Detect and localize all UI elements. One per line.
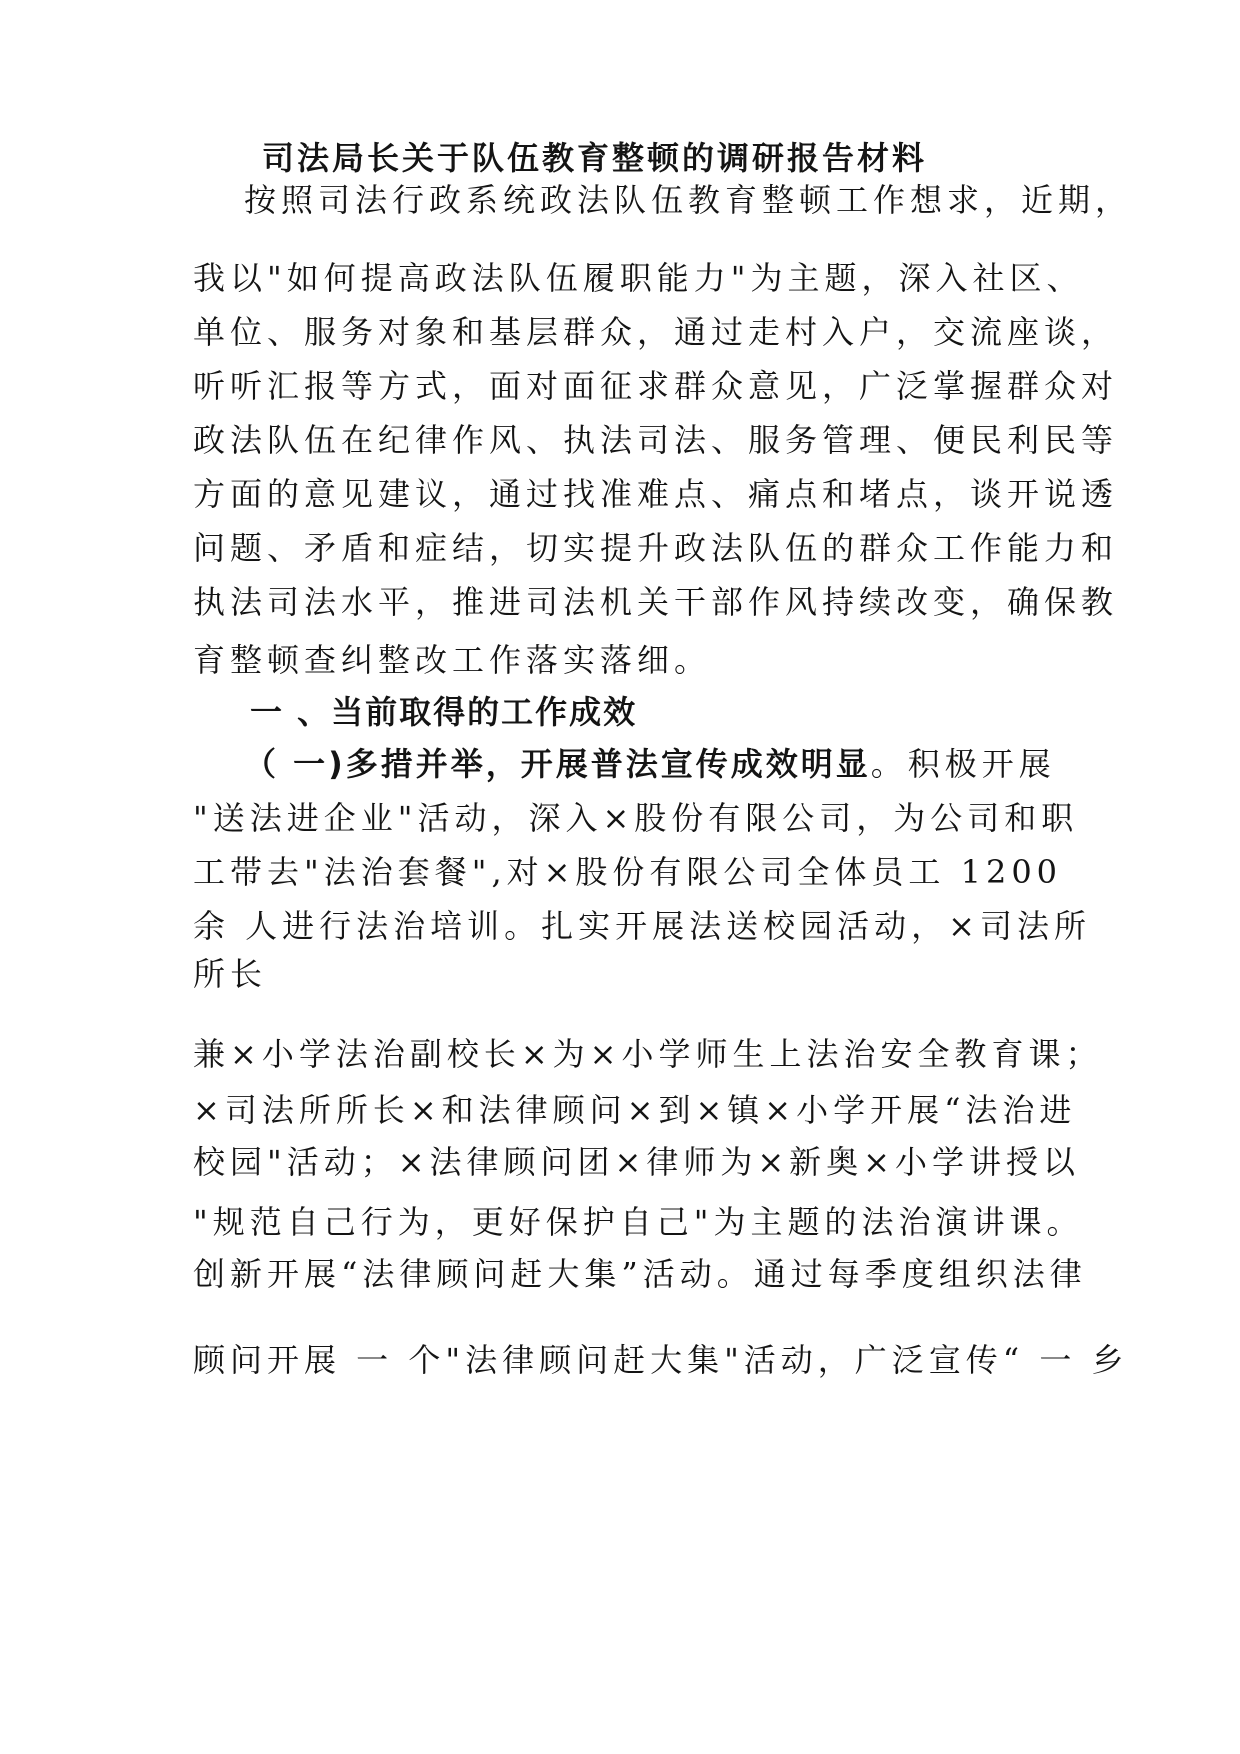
subsection-line bbox=[244, 744, 1056, 784]
subsection-text: 。积极开展 bbox=[870, 745, 1056, 783]
body-line: 所长 bbox=[193, 955, 268, 993]
section-heading: 一 、当前取得的工作成效 bbox=[250, 693, 638, 731]
body-line: 校园"活动；×法律顾问团×律师为×新奥×小学讲授以 bbox=[193, 1143, 1080, 1181]
body-line: ×司法所所长×和法律顾问×到×镇×小学开展“法治进 bbox=[193, 1091, 1077, 1129]
body-line: 顾问开展 一 个"法律顾问赶大集"活动，广泛宣传“ 一 乡 bbox=[193, 1341, 1129, 1379]
paragraph-line: 执法司法水平，推进司法机关干部作风持续改变，确保教 bbox=[193, 583, 1119, 621]
body-line: 兼×小学法治副校长×为×小学师生上法治安全教育课； bbox=[193, 1035, 1103, 1073]
paragraph-line: 问题、矛盾和症结，切实提升政法队伍的群众工作能力和 bbox=[193, 529, 1119, 567]
paragraph-line: 听听汇报等方式，面对面征求群众意见，广泛掌握群众对 bbox=[193, 367, 1119, 405]
body-line: 余 人进行法治培训。扎实开展法送校园活动，×司法所 bbox=[193, 907, 1091, 945]
body-line: "送法进企业"活动，深入×股份有限公司，为公司和职 bbox=[193, 799, 1079, 837]
paragraph-line: 育整顿查纠整改工作落实落细。 bbox=[193, 641, 712, 679]
body-line: 工带去"法治套餐",对×股份有限公司全体员工 1200 bbox=[193, 853, 1063, 891]
paragraph-line: 方面的意见建议，通过找准难点、痛点和堵点，谈开说透 bbox=[193, 475, 1119, 513]
document-title: 司法局长关于队伍教育整顿的调研报告材料 bbox=[262, 139, 928, 177]
subsection-heading: （ 一)多措并举，开展普法宣传成效明显 bbox=[244, 745, 871, 783]
paragraph-line: 按照司法行政系统政法队伍教育整顿工作想求，近期， bbox=[244, 181, 1133, 219]
body-line: "规范自己行为，更好保护自己"为主题的法治演讲课。 bbox=[193, 1203, 1084, 1241]
body-line: 创新开展“法律顾问赶大集”活动。通过每季度组织法律 bbox=[193, 1255, 1087, 1293]
paragraph-line: 我以"如何提高政法队伍履职能力"为主题，深入社区、 bbox=[193, 259, 1084, 297]
paragraph-line: 政法队伍在纪律作风、执法司法、服务管理、便民利民等 bbox=[193, 421, 1119, 459]
paragraph-line: 单位、服务对象和基层群众，通过走村入户，交流座谈， bbox=[193, 313, 1119, 351]
